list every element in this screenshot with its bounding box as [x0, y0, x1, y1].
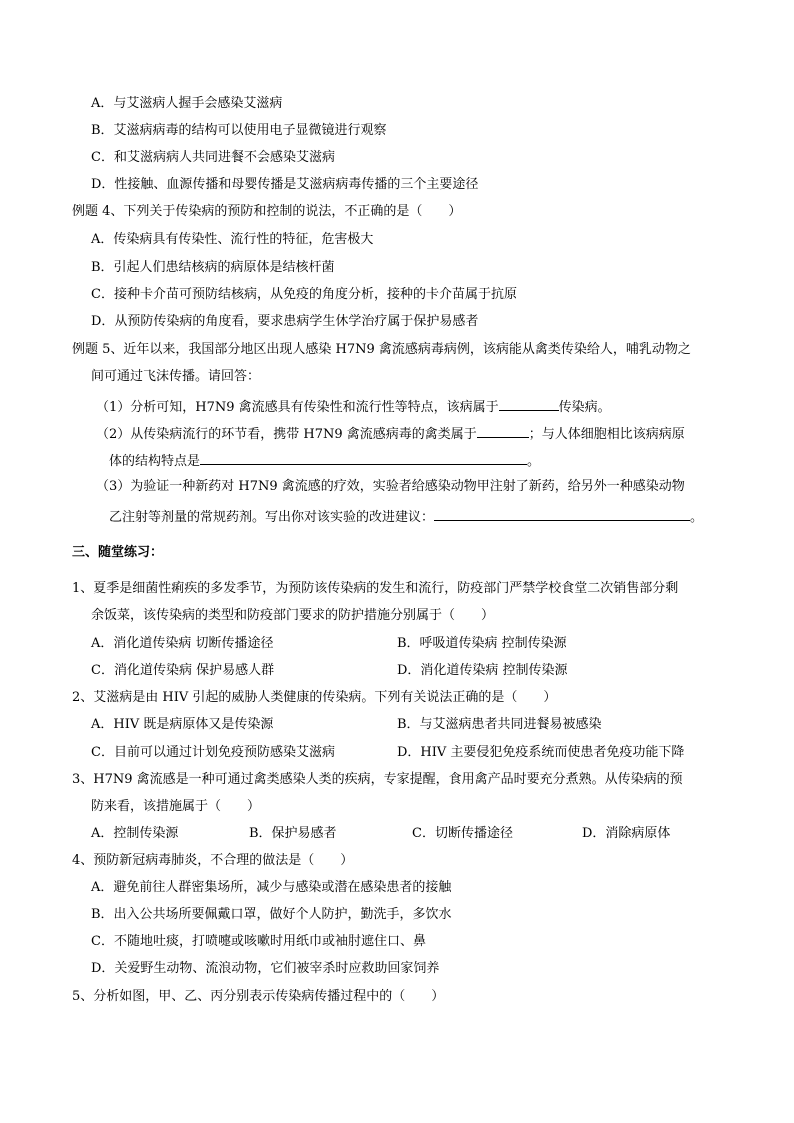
q4-option-c: C．不随地吐痰，打喷嚏或咳嗽时用纸巾或袖肘遮住口、鼻	[91, 934, 426, 949]
example5-q2-line1	[96, 423, 685, 444]
example5-q2-line2-suffix: 。	[527, 454, 541, 469]
prev-option-d: D．性接触、血源传播和母婴传播是艾滋病病毒传播的三个主要途径	[91, 177, 479, 192]
q2-option-d: D．HIV 主要侵犯免疫系统而使患者免疫功能下降	[397, 745, 685, 760]
q2-stem: 2、艾滋病是由 HIV 引起的威胁人类健康的传染病。下列有关说法正确的是（ ）	[72, 690, 557, 705]
q1-option-b: B．呼吸道传染病 控制传染源	[397, 636, 567, 651]
q1-stem-line1: 1、夏季是细菌性痢疾的多发季节，为预防该传染病的发生和流行，防疫部门严禁学校食堂二次销售部分剩	[72, 581, 679, 596]
example5-stem-line1: 例题 5、近年以来，我国部分地区出现人感染 H7N9 禽流感病毒病例，该病能从禽类传染给人，哺乳动物之	[72, 342, 691, 357]
q5-stem: 5、分析如图，甲、乙、丙分别表示传染病传播过程中的（ ）	[72, 989, 445, 1004]
q2-option-c: C．目前可以通过计划免疫预防感染艾滋病	[91, 745, 335, 760]
example5-q3-line1: （3）为验证一种新药对 H7N9 禽流感的疗效，实验者给感染动物甲注射了新药，给另外一种感染动物	[96, 479, 685, 494]
example5-q3-line2-prefix: 乙注射等剂量的常规药剂。写出你对该实验的改进建议：	[109, 510, 435, 525]
q3-option-b: B．保护易感者	[249, 826, 337, 841]
prev-option-b: B．艾滋病病毒的结构可以使用电子显微镜进行观察	[91, 123, 387, 138]
q1-option-a: A．消化道传染病 切断传播途径	[91, 636, 274, 651]
example5-q1-suffix: 传染病。	[558, 400, 611, 415]
answer-blank	[200, 450, 527, 465]
q3-option-c: C．切断传播途径	[412, 826, 513, 841]
q1-option-d: D．消化道传染病 控制传染源	[397, 663, 568, 678]
example4-option-c: C．接种卡介苗可预防结核病，从免疫的角度分析，接种的卡介苗属于抗原	[91, 287, 517, 302]
q3-stem-line1: 3、H7N9 禽流感是一种可通过禽类感染人类的疾病，专家提醒，食用禽产品时要充分煮熟。从传染病的预	[72, 772, 683, 787]
example5-q2-middle: ；与人体细胞相比该病病原	[528, 427, 685, 442]
example5-q1-prefix: （1）分析可知，H7N9 禽流感具有传染性和流行性等特点，该病属于	[96, 400, 499, 415]
q3-option-a: A．控制传染源	[91, 826, 179, 841]
answer-blank	[434, 506, 690, 521]
example4-option-b: B．引起人们患结核病的病原体是结核杆菌	[91, 260, 335, 275]
q2-option-a: A．HIV 既是病原体又是传染源	[91, 717, 274, 732]
prev-option-c: C．和艾滋病病人共同进餐不会感染艾滋病	[91, 150, 335, 165]
answer-blank	[477, 423, 529, 438]
answer-blank	[499, 396, 559, 411]
q4-option-b: B．出入公共场所要佩戴口罩，做好个人防护，勤洗手，多饮水	[91, 907, 452, 922]
example5-q3-line2	[109, 506, 703, 527]
example5-q2-line2	[109, 450, 540, 471]
q2-option-b: B．与艾滋病患者共同进餐易被感染	[397, 717, 602, 732]
q4-stem: 4、预防新冠病毒肺炎，不合理的做法是（ ）	[72, 853, 354, 868]
q4-option-a: A．避免前往人群密集场所，减少与感染或潜在感染患者的接触	[91, 880, 452, 895]
q3-stem-line2: 防来看，该措施属于（ ）	[91, 799, 261, 814]
prev-option-a: A．与艾滋病人握手会感染艾滋病	[91, 96, 283, 111]
example5-q2-prefix: （2）从传染病流行的环节看，携带 H7N9 禽流感病毒的禽类属于	[96, 427, 477, 442]
example5-q2-line2-prefix: 体的结构特点是	[109, 454, 201, 469]
section3-heading: 三、随堂练习：	[72, 545, 164, 560]
example4-stem: 例题 4、下列关于传染病的预防和控制的说法，不正确的是（ ）	[72, 204, 462, 219]
example5-q3-line2-suffix: 。	[690, 510, 704, 525]
q4-option-d: D．关爱野生动物、流浪动物，它们被宰杀时应救助回家饲养	[91, 961, 440, 976]
example5-q1	[96, 396, 611, 417]
q3-option-d: D．消除病原体	[582, 826, 671, 841]
example5-stem-line2: 间可通过飞沫传播。请回答：	[91, 369, 261, 384]
example4-option-a: A．传染病具有传染性、流行性的特征，危害极大	[91, 232, 374, 247]
example4-option-d: D．从预防传染病的角度看，要求患病学生休学治疗属于保护易感者	[91, 314, 479, 329]
q1-stem-line2: 余饭菜，该传染病的类型和防疫部门要求的防护措施分别属于（ ）	[91, 608, 495, 623]
q1-option-c: C．消化道传染病 保护易感人群	[91, 663, 275, 678]
